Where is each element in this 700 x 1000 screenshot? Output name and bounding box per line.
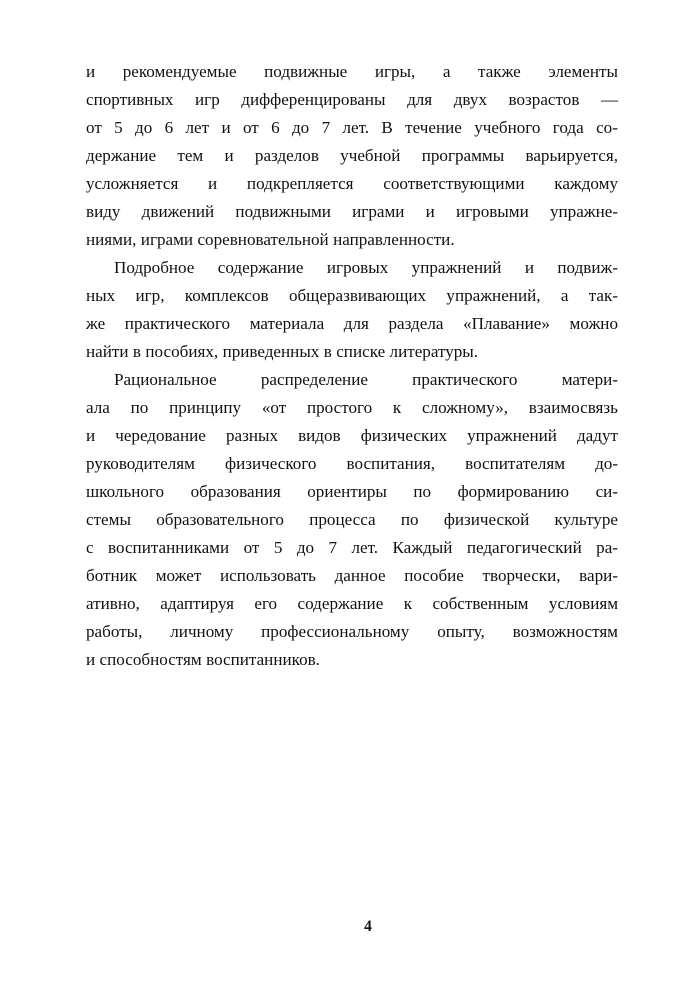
- word: воспитанников.: [206, 650, 320, 669]
- text-line: [86, 170, 618, 198]
- word-space: [269, 282, 289, 310]
- word: варьируется,: [525, 146, 619, 165]
- word: ра-: [596, 538, 618, 557]
- word: возможностям: [512, 622, 619, 641]
- word-space: [178, 170, 208, 198]
- word-space: [369, 310, 389, 338]
- word: со-: [596, 118, 618, 137]
- word-space: [579, 86, 601, 114]
- word-space: [142, 618, 170, 646]
- word-space: [123, 114, 135, 142]
- word: практического: [124, 314, 231, 333]
- word: игровыми: [455, 202, 529, 221]
- word-space: [131, 506, 156, 534]
- paragraph-detailed-content: [86, 254, 618, 366]
- word: течение: [405, 118, 462, 137]
- word-space: [217, 170, 247, 198]
- word-space: [195, 450, 225, 478]
- word-space: [452, 534, 466, 562]
- word-space: [120, 198, 141, 226]
- word-space: [525, 170, 555, 198]
- word: раздела: [388, 314, 444, 333]
- word: программы: [421, 146, 505, 165]
- word: к: [392, 398, 402, 417]
- word: игр,: [135, 286, 165, 305]
- word: до: [296, 538, 315, 557]
- word: простого: [306, 398, 373, 417]
- paragraph-continuation: [86, 58, 618, 254]
- word-space: [369, 114, 381, 142]
- word: элементы: [548, 62, 618, 81]
- word: списке: [336, 342, 386, 361]
- text-line: [86, 646, 618, 674]
- word: для: [407, 90, 433, 109]
- word: способностям: [99, 650, 202, 669]
- word: содержание: [297, 594, 384, 613]
- word: дадут: [576, 426, 618, 445]
- word-space: [94, 534, 108, 562]
- word: взаимосвязь: [528, 398, 618, 417]
- word-space: [304, 254, 327, 282]
- word: и: [86, 650, 96, 669]
- word-space: [234, 590, 254, 618]
- word-space: [393, 114, 405, 142]
- word: В: [381, 118, 393, 137]
- word-space: [286, 394, 307, 422]
- word: возрастов: [508, 90, 580, 109]
- word-space: [231, 114, 243, 142]
- word-space: [152, 114, 164, 142]
- word-space: [401, 394, 422, 422]
- word: личному: [170, 622, 234, 641]
- word: 7: [321, 118, 331, 137]
- word: в: [323, 342, 332, 361]
- word-space: [241, 394, 262, 422]
- word-space: [237, 58, 265, 86]
- word: принципу: [169, 398, 242, 417]
- word-space: [568, 282, 588, 310]
- word-space: [164, 478, 191, 506]
- word: соревновательной: [197, 230, 329, 249]
- word: игровых: [326, 258, 389, 277]
- word-space: [337, 534, 351, 562]
- word: данное: [334, 566, 386, 585]
- word-space: [354, 170, 384, 198]
- word-space: [383, 590, 403, 618]
- word-space: [561, 562, 580, 590]
- word-space: [447, 422, 467, 450]
- word: образования: [190, 482, 281, 501]
- word-space: [110, 394, 131, 422]
- text-line: [86, 450, 618, 478]
- word: физической: [443, 510, 530, 529]
- word-space: [206, 422, 226, 450]
- word: культуре: [554, 510, 618, 529]
- word: работы,: [86, 622, 143, 641]
- word: упражнений: [467, 426, 557, 445]
- word-space: [541, 282, 561, 310]
- word: 7: [328, 538, 338, 557]
- word-space: [534, 254, 557, 282]
- word-space: [214, 198, 235, 226]
- word-space: [378, 534, 392, 562]
- word: рекомендуемые: [122, 62, 237, 81]
- word: так-: [588, 286, 618, 305]
- word: года: [552, 118, 584, 137]
- word: педагогический: [466, 538, 582, 557]
- word-space: [485, 618, 513, 646]
- word-space: [409, 618, 437, 646]
- word: соответствующими: [383, 174, 525, 193]
- body-text-block: [86, 58, 618, 674]
- word-space: [412, 590, 432, 618]
- text-line: [86, 618, 618, 646]
- text-line: [86, 58, 618, 86]
- word-space: [234, 142, 255, 170]
- word: каждому: [554, 174, 619, 193]
- word: лет.: [351, 538, 379, 557]
- word: в: [132, 342, 141, 361]
- word-space: [386, 86, 408, 114]
- word: от: [243, 538, 260, 557]
- word: ных: [86, 286, 116, 305]
- word-space: [281, 478, 308, 506]
- word: формированию: [457, 482, 570, 501]
- word: игры,: [374, 62, 416, 81]
- word: воспитателям: [465, 454, 566, 473]
- word-space: [230, 310, 250, 338]
- word: и: [208, 174, 218, 193]
- word: от: [242, 118, 259, 137]
- word: найти: [86, 342, 129, 361]
- word-space: [504, 142, 525, 170]
- word: спортивных: [86, 90, 174, 109]
- word-space: [115, 282, 135, 310]
- text-line: [86, 394, 618, 422]
- word-space: [217, 366, 261, 394]
- word: же: [86, 314, 106, 333]
- word: творчески,: [482, 566, 561, 585]
- word-space: [164, 282, 184, 310]
- word: «от: [261, 398, 287, 417]
- word: «Плавание»: [463, 314, 550, 333]
- paragraph-rational-distribution: [86, 366, 618, 674]
- word: ниями,: [86, 230, 137, 249]
- word-space: [259, 534, 273, 562]
- word: 6: [271, 118, 280, 137]
- word: также: [478, 62, 521, 81]
- word-space: [565, 450, 595, 478]
- word: воспитанниками: [108, 538, 230, 557]
- word: движений: [141, 202, 215, 221]
- word: стемы: [86, 510, 131, 529]
- word: Рациональное: [114, 370, 217, 389]
- text-line: [86, 534, 618, 562]
- word-space: [173, 114, 185, 142]
- word: 5: [114, 118, 123, 137]
- word-space: [419, 506, 444, 534]
- word: тем: [177, 146, 204, 165]
- word-space: [487, 86, 509, 114]
- word-space: [529, 506, 554, 534]
- word-space: [309, 114, 321, 142]
- word-space: [102, 114, 114, 142]
- word: можно: [569, 314, 618, 333]
- word-space: [388, 254, 411, 282]
- word-space: [517, 366, 561, 394]
- page-number-label: 4: [364, 918, 372, 935]
- word: виду: [86, 202, 121, 221]
- word: подкрепляется: [246, 174, 354, 193]
- word: ативно,: [86, 594, 140, 613]
- word: упражнений,: [446, 286, 541, 305]
- word: процесса: [309, 510, 376, 529]
- word-space: [508, 394, 529, 422]
- word: 5: [273, 538, 283, 557]
- text-line: [86, 590, 618, 618]
- word: ботник: [86, 566, 138, 585]
- word-space: [278, 422, 298, 450]
- word: комплексов: [184, 286, 269, 305]
- word: до: [135, 118, 153, 137]
- word: 6: [164, 118, 174, 137]
- word: приведенных: [222, 342, 320, 361]
- word-space: [137, 562, 156, 590]
- word: держание: [86, 146, 157, 165]
- word: направленности.: [333, 230, 455, 249]
- text-line: [86, 142, 618, 170]
- word-space: [341, 422, 361, 450]
- word: усложняется: [86, 174, 179, 193]
- page-number-footer: [0, 918, 700, 936]
- word-space: [314, 534, 328, 562]
- word: и: [86, 62, 96, 81]
- word-space: [284, 506, 309, 534]
- word: подвижные: [264, 62, 348, 81]
- word-space: [156, 142, 177, 170]
- word: для: [343, 314, 369, 333]
- word: физического: [225, 454, 317, 473]
- word-space: [105, 310, 125, 338]
- word: воспитания,: [346, 454, 436, 473]
- word: играми: [352, 202, 405, 221]
- word-space: [95, 58, 123, 86]
- word-space: [259, 114, 271, 142]
- word: и: [86, 426, 96, 445]
- word: упражне-: [549, 202, 619, 221]
- word-space: [201, 562, 220, 590]
- word: игр: [195, 90, 220, 109]
- word-space: [529, 198, 550, 226]
- word: профессиональному: [261, 622, 410, 641]
- word: практического: [412, 370, 518, 389]
- word-space: [316, 450, 346, 478]
- text-line: [86, 310, 618, 338]
- word: распределение: [260, 370, 368, 389]
- word-space: [435, 450, 465, 478]
- word-space: [376, 506, 401, 534]
- word: до-: [595, 454, 619, 473]
- word-space: [529, 590, 549, 618]
- word-space: [557, 422, 577, 450]
- word: литературы.: [389, 342, 479, 361]
- word: использовать: [219, 566, 316, 585]
- text-line: [86, 86, 618, 114]
- word-space: [319, 142, 340, 170]
- word-space: [330, 114, 342, 142]
- word: и: [221, 118, 231, 137]
- word: по: [130, 398, 149, 417]
- word: его: [254, 594, 278, 613]
- text-line: [86, 338, 618, 366]
- word-space: [282, 534, 296, 562]
- first-line-indent: [86, 254, 114, 282]
- word: лет: [185, 118, 210, 137]
- word-space: [443, 310, 463, 338]
- word: играми: [140, 230, 194, 249]
- word: по: [400, 510, 419, 529]
- text-line: [86, 226, 618, 254]
- word-space: [220, 86, 242, 114]
- word-space: [462, 114, 474, 142]
- word-space: [386, 562, 405, 590]
- word: пособиях,: [145, 342, 219, 361]
- word-space: [387, 478, 414, 506]
- word: упражнений: [411, 258, 502, 277]
- word-space: [432, 86, 454, 114]
- word: физических: [360, 426, 448, 445]
- text-line: [86, 478, 618, 506]
- word: школьного: [86, 482, 165, 501]
- word-space: [229, 534, 243, 562]
- word: опыту,: [437, 622, 485, 641]
- word: ориентиры: [307, 482, 387, 501]
- word: может: [155, 566, 202, 585]
- word-space: [431, 478, 458, 506]
- word-space: [584, 114, 596, 142]
- word-space: [233, 618, 261, 646]
- text-line: [86, 366, 618, 394]
- word: с: [86, 538, 94, 557]
- word-space: [203, 142, 224, 170]
- word-space: [368, 366, 412, 394]
- word: ала: [86, 398, 110, 417]
- word: и: [524, 258, 534, 277]
- word: руководителям: [86, 454, 195, 473]
- word: и: [224, 146, 234, 165]
- word-space: [324, 310, 344, 338]
- word-space: [521, 58, 549, 86]
- word: по: [413, 482, 432, 501]
- word-space: [280, 114, 292, 142]
- word-space: [194, 254, 217, 282]
- word-space: [404, 198, 425, 226]
- word-space: [435, 198, 456, 226]
- word: от: [86, 118, 102, 137]
- word-space: [400, 142, 421, 170]
- word: адаптируя: [160, 594, 234, 613]
- word: си-: [595, 482, 618, 501]
- word: —: [600, 90, 619, 109]
- word: образовательного: [156, 510, 284, 529]
- text-line: [86, 198, 618, 226]
- word-space: [209, 114, 221, 142]
- word: матери-: [561, 370, 618, 389]
- word: двух: [453, 90, 487, 109]
- word: подвиж-: [557, 258, 618, 277]
- word-space: [569, 478, 596, 506]
- word-space: [347, 58, 375, 86]
- text-line: [86, 562, 618, 590]
- word: к: [403, 594, 413, 613]
- word: Каждый: [392, 538, 453, 557]
- word-space: [372, 394, 393, 422]
- word: видов: [298, 426, 341, 445]
- word: учебной: [340, 146, 401, 165]
- word-space: [140, 590, 160, 618]
- text-line: [86, 254, 618, 282]
- word: учебного: [474, 118, 541, 137]
- word: разных: [225, 426, 279, 445]
- word: Подробное: [114, 258, 195, 277]
- word: лет.: [342, 118, 370, 137]
- word: условиям: [548, 594, 619, 613]
- word: а: [442, 62, 451, 81]
- text-line: [86, 282, 618, 310]
- word: содержание: [217, 258, 304, 277]
- first-line-indent: [86, 366, 114, 394]
- word-space: [277, 590, 297, 618]
- word: материала: [249, 314, 325, 333]
- word: вари-: [579, 566, 618, 585]
- text-line: [86, 506, 618, 534]
- text-line: [86, 422, 618, 450]
- word-space: [582, 534, 596, 562]
- word: сложному»,: [421, 398, 509, 417]
- word-space: [415, 58, 443, 86]
- word: до: [291, 118, 310, 137]
- word-space: [550, 310, 570, 338]
- word: а: [560, 286, 569, 305]
- word-space: [148, 394, 169, 422]
- word: разделов: [254, 146, 319, 165]
- word-space: [316, 562, 335, 590]
- word: общеразвивающих: [288, 286, 427, 305]
- word: дифференцированы: [241, 90, 386, 109]
- text-line: [86, 114, 618, 142]
- word-space: [464, 562, 483, 590]
- word-space: [501, 254, 524, 282]
- word-space: [173, 86, 195, 114]
- word: пособие: [404, 566, 464, 585]
- word: подвижными: [235, 202, 331, 221]
- word: собственным: [432, 594, 529, 613]
- word: и: [425, 202, 435, 221]
- word-space: [331, 198, 352, 226]
- word-space: [426, 282, 446, 310]
- word-space: [95, 422, 115, 450]
- word-space: [450, 58, 478, 86]
- word: чередование: [115, 426, 206, 445]
- word-space: [540, 114, 552, 142]
